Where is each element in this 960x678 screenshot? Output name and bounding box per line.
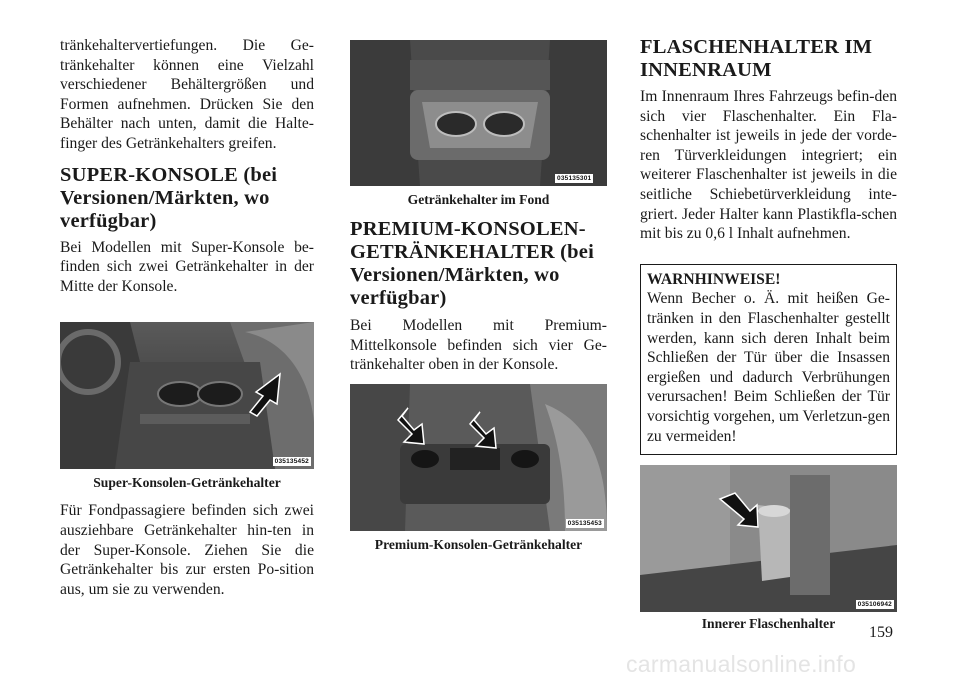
super-console-paragraph: Bei Modellen mit Super-Konsole be-finden sich zwei Getränkehalter in der Mitte der Konsole. [60, 238, 314, 295]
watermark: carmanualsonline.info [626, 651, 857, 677]
warning-title: WARNHINWEISE! [647, 270, 781, 288]
intro-paragraph: tränkehaltervertiefungen. Die Ge-tränkehalter können eine Vielzahl verschiedener Behältergrößen und Formen aufnehmen. Drücken Sie den Behälter nach unten, damit die Halte-finger des Getränkehalters greifen. [60, 37, 314, 152]
super-console-heading: SUPER-KONSOLE (bei Versionen/Märkten, wo verfügbar) [60, 163, 278, 232]
rear-holders-paragraph: Für Fondpassagiere befinden sich zwei ausziehbare Getränkehalter hin-ten in der Super-Konsole. Ziehen Sie die Getränkehalter bis zur ersten Po-sition aus, um sie zu verwenden. [60, 502, 314, 598]
premium-console-caption: Premium-Konsolen-Getränkehalter [374, 536, 583, 552]
bottle-holder-heading: FLASCHENHALTER IM INNENRAUM [640, 36, 873, 81]
premium-console-heading: PREMIUM-KONSOLEN-GETRÄNKEHALTER (bei Versionen/Märkten, wo verfügbar) [350, 218, 594, 309]
warning-box [640, 264, 897, 455]
left-column [60, 36, 314, 599]
super-console-figure-code: 035135452 [274, 458, 309, 466]
bottle-holder-caption: Innerer Flaschenhalter [701, 616, 836, 632]
bottle-holder-paragraph: Im Innenraum Ihres Fahrzeugs befin-den sich vier Flaschenhalter. Ein Fla-schenhalter ist jeweils in jede der vorde-ren Türverkleidungen integriert; ein weiterer Flaschenhalter ist jeweils in die seitliche Schiebetürverkleidung inte-griert. Jeder Halter kann Plastikfla-schen mit bis zu 0,6 l Inhalt aufnehmen. [640, 88, 897, 243]
rear-cupholder-caption: Getränkehalter im Fond [407, 192, 550, 207]
rear-figure-code: 035135301 [557, 175, 592, 182]
premium-figure-code: 035135453 [567, 519, 602, 527]
middle-column [350, 40, 607, 553]
bottle-figure-code: 035106942 [857, 601, 892, 609]
page-number: 159 [869, 624, 893, 641]
warning-text: Wenn Becher o. Ä. mit heißen Ge-tränken in den Flaschenhalter gestellt werden, kann sich deren Inhalt beim Schließen der Tür über die Insassen ergießen und dadurch Verbrühungen verursachen! Beim Schließen der Tür vorsichtig vorgehen, um Verletzun-gen zu vermeiden! [647, 290, 890, 445]
bottle-holder-image [640, 465, 897, 612]
premium-console-paragraph: Bei Modellen mit Premium-Mittelkonsole befinden sich vier Ge-tränkehalter oben in der Konsole. [350, 317, 607, 374]
premium-console-image [350, 384, 607, 531]
super-console-image [60, 322, 314, 469]
super-console-caption: Super-Konsolen-Getränkehalter [93, 475, 281, 491]
rear-cupholder-image [350, 40, 607, 186]
right-column [640, 36, 897, 632]
